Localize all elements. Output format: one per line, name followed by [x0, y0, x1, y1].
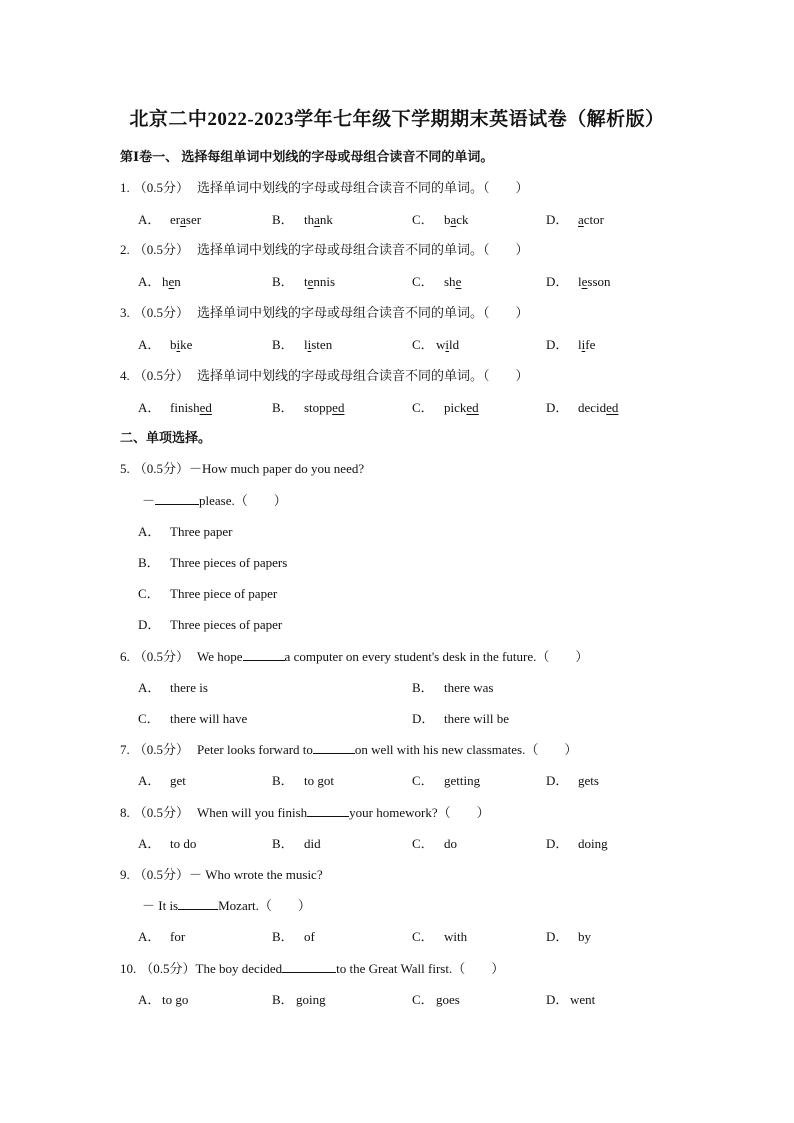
q3-option-a[interactable]: A． bike — [138, 337, 193, 352]
question-score: （0.5分） — [133, 742, 190, 757]
question-number: 3. — [120, 305, 130, 320]
q9-option-d[interactable]: D． by — [546, 929, 591, 944]
question-prompt: 选择单词中划线的字母或母组合读音不同的单词。（ ） — [197, 368, 529, 383]
question-score: （0.5分） — [133, 368, 190, 383]
q5-option-d[interactable]: D． Three pieces of paper — [138, 617, 283, 632]
question-number: 4. — [120, 368, 130, 383]
question-score: （0.5分） — [133, 305, 190, 320]
question-number: 6. — [120, 649, 130, 664]
question-9 — [120, 864, 323, 883]
question-5 — [120, 458, 364, 477]
q7-option-b[interactable]: B． to got — [272, 773, 334, 788]
q10-option-c[interactable]: C． goes — [412, 992, 460, 1007]
q7-option-a[interactable]: A． get — [138, 773, 186, 788]
question-number: 7. — [120, 742, 130, 757]
answer-blank — [178, 897, 218, 910]
q7-option-d[interactable]: D． gets — [546, 773, 599, 788]
q9-option-a[interactable]: A． for — [138, 929, 186, 944]
answer-blank — [307, 804, 349, 817]
question-score: （0.5分） — [133, 461, 190, 476]
question-score: （0.5分） — [133, 180, 190, 195]
q7-option-c[interactable]: C． getting — [412, 773, 481, 788]
question-score: （0.5分） — [133, 867, 190, 882]
question-9-reply: － It is Mozart.（ ） — [142, 898, 311, 913]
q4-option-d[interactable]: D． decided — [546, 400, 619, 415]
q1-option-d[interactable]: D． actor — [546, 212, 604, 227]
question-prompt: 选择单词中划线的字母或母组合读音不同的单词。（ ） — [197, 305, 529, 320]
question-score: （0.5分） — [133, 805, 190, 820]
q8-option-d[interactable]: D． doing — [546, 836, 608, 851]
question-1 — [120, 177, 529, 196]
question-7: 7. （0.5分） Peter looks forward to on well with his new classmates.（ ） — [120, 742, 578, 757]
question-number: 2. — [120, 242, 130, 257]
question-score: （0.5分） — [133, 649, 190, 664]
q10-option-a[interactable]: A． to go — [138, 992, 189, 1007]
question-number: 1. — [120, 180, 130, 195]
question-stem: － Who wrote the music? — [189, 867, 323, 882]
q6-option-a[interactable]: A． there is — [138, 680, 208, 695]
q5-option-a[interactable]: A． Three paper — [138, 524, 233, 539]
q10-option-b[interactable]: B． going — [272, 992, 326, 1007]
question-stem: －How much paper do you need? — [189, 461, 365, 476]
q1-option-b[interactable]: B． thank — [272, 212, 333, 227]
q9-option-c[interactable]: C． with — [412, 929, 468, 944]
question-prompt: 选择单词中划线的字母或母组合读音不同的单词。（ ） — [197, 180, 529, 195]
q4-option-b[interactable]: B． stopped — [272, 400, 345, 415]
question-3 — [120, 302, 529, 321]
q1-option-a[interactable]: A． eraser — [138, 212, 202, 227]
question-5-reply: － please.（ ） — [142, 493, 287, 508]
answer-blank — [282, 960, 336, 973]
question-prompt: 选择单词中划线的字母或母组合读音不同的单词。（ ） — [197, 242, 529, 257]
q2-option-c[interactable]: C． she — [412, 274, 462, 289]
question-6: 6. （0.5分） We hope a computer on every student's desk in the future.（ ） — [120, 649, 589, 664]
q5-option-b[interactable]: B． Three pieces of papers — [138, 555, 288, 570]
question-number: 9. — [120, 867, 130, 882]
q8-option-c[interactable]: C． do — [412, 836, 457, 851]
question-10: 10. （0.5分）The boy decided to the Great Wall first.（ ） — [120, 961, 505, 976]
q10-option-d[interactable]: D． went — [546, 992, 596, 1007]
q8-option-a[interactable]: A． to do — [138, 836, 197, 851]
q3-option-c[interactable]: C． wild — [412, 337, 460, 352]
q6-option-d[interactable]: D． there will be — [412, 711, 509, 726]
q8-option-b[interactable]: B． did — [272, 836, 321, 851]
answer-blank — [243, 648, 285, 661]
section-2-heading: 二、单项选择。 — [120, 430, 212, 445]
q1-option-c[interactable]: C． back — [412, 212, 469, 227]
answer-blank — [313, 741, 355, 754]
question-number: 5. — [120, 461, 130, 476]
q6-option-b[interactable]: B． there was — [412, 680, 494, 695]
section-1-heading: 第Ⅰ卷一、 选择每组单词中划线的字母或母组合读音不同的单词。 — [120, 149, 494, 164]
question-number: 10. — [120, 961, 137, 976]
q6-option-c[interactable]: C． there will have — [138, 711, 248, 726]
question-2 — [120, 239, 529, 258]
q3-option-d[interactable]: D． life — [546, 337, 596, 352]
question-score: （0.5分） — [133, 242, 190, 257]
question-4 — [120, 365, 529, 384]
q4-option-a[interactable]: A． finished — [138, 400, 212, 415]
q2-option-d[interactable]: D． lesson — [546, 274, 611, 289]
q2-option-a[interactable]: A． hen — [138, 274, 181, 289]
q5-option-c[interactable]: C． Three piece of paper — [138, 586, 278, 601]
question-score: （0.5分） — [140, 961, 196, 976]
q4-option-c[interactable]: C． picked — [412, 400, 479, 415]
q3-option-b[interactable]: B． listen — [272, 337, 333, 352]
page-title: 北京二中2022-2023学年七年级下学期期末英语试卷（解析版） — [129, 109, 665, 130]
q9-option-b[interactable]: B． of — [272, 929, 315, 944]
question-number: 8. — [120, 805, 130, 820]
question-8: 8. （0.5分） When will you finish your homework?（ ） — [120, 805, 490, 820]
answer-blank — [155, 492, 199, 505]
q2-option-b[interactable]: B． tennis — [272, 274, 336, 289]
